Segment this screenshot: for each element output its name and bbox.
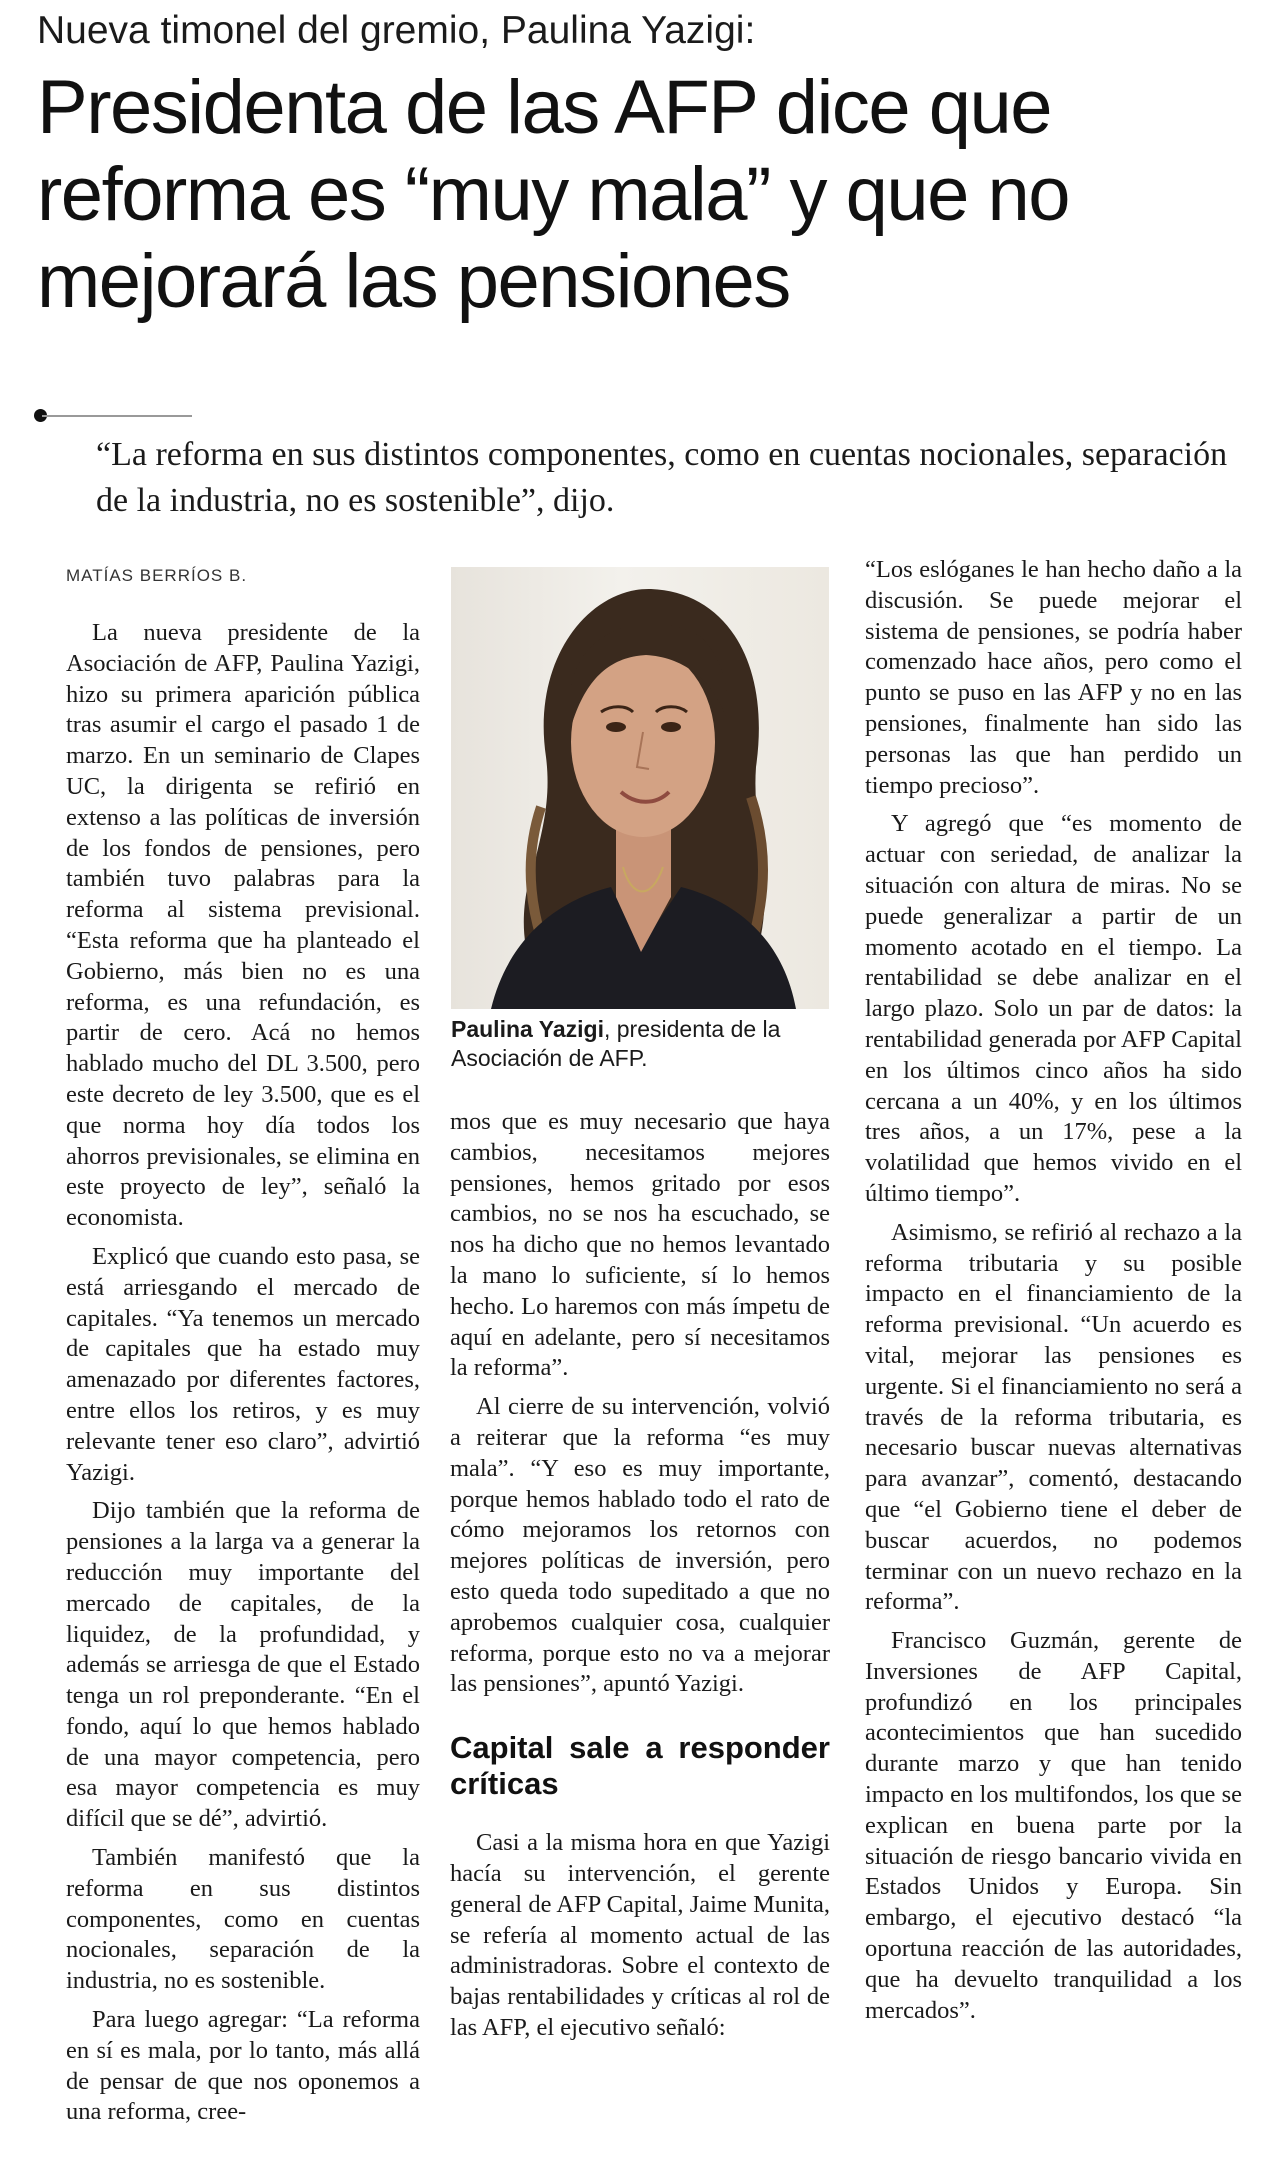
subheading: Capital sale a responder críticas xyxy=(450,1730,830,1802)
paragraph: La nueva presidente de la Asociación de AFP, Paulina Yazigi, hizo su primera aparición pública tras asumir el cargo el pasado 1 de marzo. En un seminario de Clapes UC, la dirigenta se refirió en extenso a las políticas de inversión de los fondos de pensiones, pero también tuvo palabras para la reforma al sistema previsional. “Esta reforma que ha planteado el Gobierno, más bien no es una reforma, es una refundación, es partir de cero. Acá no hemos hablado mucho del DL 3.500, pero este decreto de ley 3.500, que es el que norma hoy día todos los ahorros previsionales, se elimina en este proyecto de ley”, señaló la economista. xyxy=(66,619,420,1232)
paragraph: Francisco Guzmán, gerente de Inversiones de AFP Capital, profundizó en los principales acontecimientos que han sucedido durante marzo y que han tenido impacto en los multifondos, los que se explican en buena parte por la situación de riesgo bancario vivida en Estados Unidos y Europa. Sin embargo, el ejecutivo destacó “la oportuna reacción de las autoridades, que ha devuelto tranquilidad a los mercados”. xyxy=(865,1627,1242,2024)
portrait-illustration xyxy=(451,567,829,1009)
caption-name: Paulina Yazigi xyxy=(451,1016,604,1042)
byline: MATÍAS BERRÍOS B. xyxy=(66,566,248,585)
portrait-photo xyxy=(451,567,829,1009)
paragraph: “Los eslóganes le han hecho daño a la discusión. Se puede mejorar el sistema de pensiones, se podría haber comenzado hace años, pero como el punto se puso en las AFP y no en las pensiones, finalmente han sido las personas las que han perdido un tiempo precioso”. xyxy=(865,556,1242,799)
column-2 xyxy=(450,1107,830,2052)
deck-quote: “La reforma en sus distintos componentes, como en cuentas nocionales, separación de la industria, no es sostenible”, dijo. xyxy=(96,436,1228,519)
paragraph: Para luego agregar: “La reforma en sí es mala, por lo tanto, más allá de pensar de que nos oponemos a una reforma, cree- xyxy=(66,2006,420,2126)
paragraph: También manifestó que la reforma en sus distintos componentes, como en cuentas nocionales, separación de la industria, no es sostenible. xyxy=(66,1844,420,1995)
photo-caption xyxy=(451,1015,831,1073)
column-3 xyxy=(865,555,1242,2034)
paragraph: Al cierre de su intervención, volvió a reiterar que la reforma “es muy mala”. “Y eso es muy importante, porque hemos hablado todo el rato de cómo mejoramos los retornos con mejores políticas de inversión, pero esto queda todo supeditado a que no aprobemos cualquier cosa, cualquier reforma, porque esto no va a mejorar las pensiones”, apuntó Yazigi. xyxy=(450,1393,830,1698)
paragraph: Asimismo, se refirió al rechazo a la reforma tributaria y su posible impacto en el financiamiento de la reforma previsional. “Un acuerdo es vital, mejorar las pensiones es urgente. Si el financiamiento no será a través de la reforma tributaria, es necesario buscar nuevas alternativas para avanzar”, comentó, destacando que “el Gobierno tiene el deber de buscar acuerdos, no podemos terminar con un nuevo rechazo en la reforma”. xyxy=(865,1218,1242,1616)
paragraph: Dijo también que la reforma de pensiones a la larga va a generar la reducción muy importante del mercado de capitales, de la liquidez, de la profundidad, y además se arriesga de que el Estado tenga un rol preponderante. “En el fondo, aquí lo que hemos hablado de una mayor competencia, pero esa mayor competencia es muy difícil que se dé”, advirtió. xyxy=(66,1497,420,1833)
paragraph: Y agregó que “es momento de actuar con seriedad, de analizar la situación con altura de miras. No se puede generalizar a partir de un momento acotado en el tiempo. La rentabilidad se debe analizar en el largo plazo. Solo un par de datos: la rentabilidad generada por AFP Capital en los últimos cinco años ha sido cercana a un 40%, y en los últimos tres años, a un 17%, pese a la volatilidad que hemos vivido en el último tiempo”. xyxy=(865,810,1242,1207)
divider xyxy=(42,415,192,417)
kicker: Nueva timonel del gremio, Paulina Yazigi: xyxy=(37,9,756,52)
caption-text: , presidenta de la Asociación de AFP. xyxy=(451,1016,781,1071)
paragraph: Explicó que cuando esto pasa, se está arriesgando el mercado de capitales. “Ya tenemos un mercado de capitales que ha estado muy amenazado por diferentes factores, entre ellos los retiros, y es muy relevante tener eso claro”, advirtió Yazigi. xyxy=(66,1242,420,1486)
headline: Presidenta de las AFP dice que reforma es “muy mala” y que no mejorará las pensiones xyxy=(37,65,1070,324)
column-1 xyxy=(66,618,420,2136)
paragraph: mos que es muy necesario que haya cambios, necesitamos mejores pensiones, hemos gritado por esos cambios, no se nos ha escuchado, se nos ha dicho que no hemos levantado la mano lo suficiente, sí lo hemos hecho. Lo haremos con más ímpetu de aquí en adelante, pero sí necesitamos la reforma”. xyxy=(450,1108,830,1382)
paragraph: Casi a la misma hora en que Yazigi hacía su intervención, el gerente general de AFP Capital, Jaime Munita, se refería al momento actual de las administradoras. Sobre el contexto de bajas rentabilidades y críticas al rol de las AFP, el ejecutivo señaló: xyxy=(450,1829,830,2041)
